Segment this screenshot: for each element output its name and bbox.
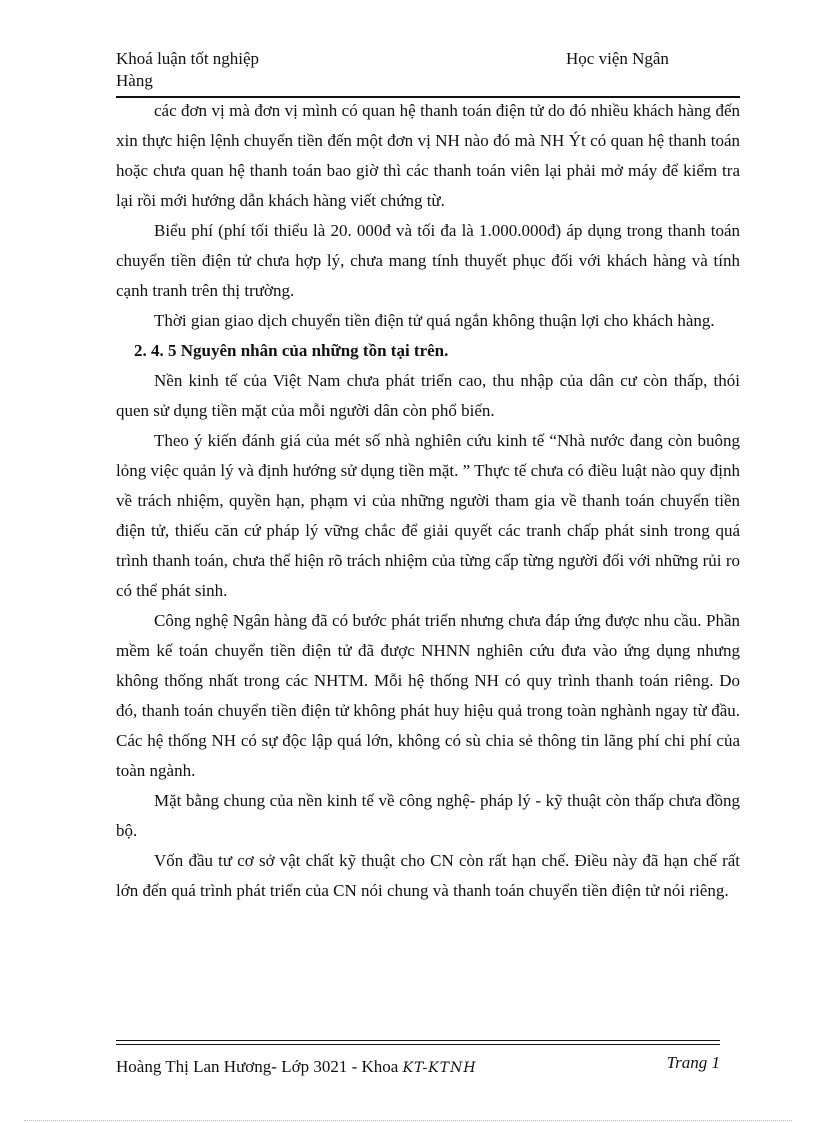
paragraph-4: Nền kinh tế của Việt Nam chưa phát triển cao, thu nhập của dân cư còn thấp, thói quen sử dụng tiền mặt của mỗi người dân còn phổ biến.: [116, 371, 740, 420]
paragraph-7: Mặt bằng chung của nền kinh tế về công nghệ- pháp lý - kỹ thuật còn thấp chưa đồng bộ.: [116, 791, 740, 840]
page-footer: [116, 1040, 720, 1080]
paragraph-6: Công nghệ Ngân hàng đã có bước phát triển nhưng chưa đáp ứng được nhu cầu. Phần mềm kế toán chuyển tiền điện tử đã được NHNN nghiên cứu đưa vào ứng dụng nhưng không thống nhất trong các NHTM. Mỗi hệ thống NH có quy trình thanh toán riêng. Do đó, thanh toán chuyển tiền điện tử không phát huy hiệu quả trong toàn nghành ngay từ đầu. Các hệ thống NH có sự độc lập quá lớn, không có sù chia sẻ thông tin lãng phí chi phí của toàn ngành.: [116, 611, 740, 780]
paragraph-5: Theo ý kiến đánh giá của mét số nhà nghiên cứu kinh tế “Nhà nước đang còn buông lỏng việc quản lý và định hướng sử dụng tiền mặt. ” Thực tế chưa có điều luật nào quy định về trách nhiệm, quyền hạn, phạm vi của những người tham gia về thanh toán chuyển tiền điện tử, thiếu căn cứ pháp lý vững chắc để giải quyết các tranh chấp phát sinh trong quá trình thanh toán, chưa thể hiện rõ trách nhiệm của từng cấp từng người đối với những rủi ro có thể phát sinh.: [116, 431, 740, 600]
section-heading: 2. 4. 5 Nguyên nhân của những tồn tại trên.: [134, 341, 449, 360]
paragraph-1: các đơn vị mà đơn vị mình có quan hệ thanh toán điện tử do đó nhiều khách hàng đến xin thực hiện lệnh chuyển tiền đến một đơn vị NH nào đó mà NH Ýt có quan hệ thanh toán hoặc chưa quan hệ thanh toán bao giờ thì các thanh toán viên lại phải mở máy để kiểm tra lại rồi mới hướng dẫn khách hàng viết chứng từ.: [116, 101, 740, 210]
header-left: [116, 48, 259, 92]
page-header: [116, 48, 740, 100]
footer-author: [116, 1056, 477, 1079]
header-institution: Học viện Ngân: [566, 49, 669, 68]
footer-rule-top: [116, 1040, 720, 1041]
page-body: [116, 96, 740, 906]
page-bottom-dotted-rule: [24, 1120, 792, 1121]
footer-department: KT-KTNH: [402, 1060, 477, 1076]
footer-page-number: Trang 1: [666, 1053, 720, 1072]
footer-rule-bottom: [116, 1044, 720, 1045]
paragraph-2: Biểu phí (phí tối thiểu là 20. 000đ và tối đa là 1.000.000đ) áp dụng trong thanh toán chuyển tiền điện tử chưa hợp lý, chưa mang tính thuyết phục đối với khách hàng và tính cạnh tranh trên thị trường.: [116, 221, 740, 300]
footer-author-text: Hoàng Thị Lan Hương- Lớp 3021 - Khoa: [116, 1057, 403, 1076]
paragraph-3: Thời gian giao dịch chuyển tiền điện tử quá ngắn không thuận lợi cho khách hàng.: [154, 311, 715, 330]
header-institution-overflow: Hàng: [116, 71, 153, 90]
header-thesis-title: Khoá luận tốt nghiệp: [116, 49, 260, 68]
paragraph-8: Vốn đầu tư cơ sở vật chất kỹ thuật cho CN còn rất hạn chế. Điều này đã hạn chế rất lớn đến quá trình phát triển của CN nói chung và thanh toán chuyển tiền điện tử nói riêng.: [116, 851, 740, 900]
